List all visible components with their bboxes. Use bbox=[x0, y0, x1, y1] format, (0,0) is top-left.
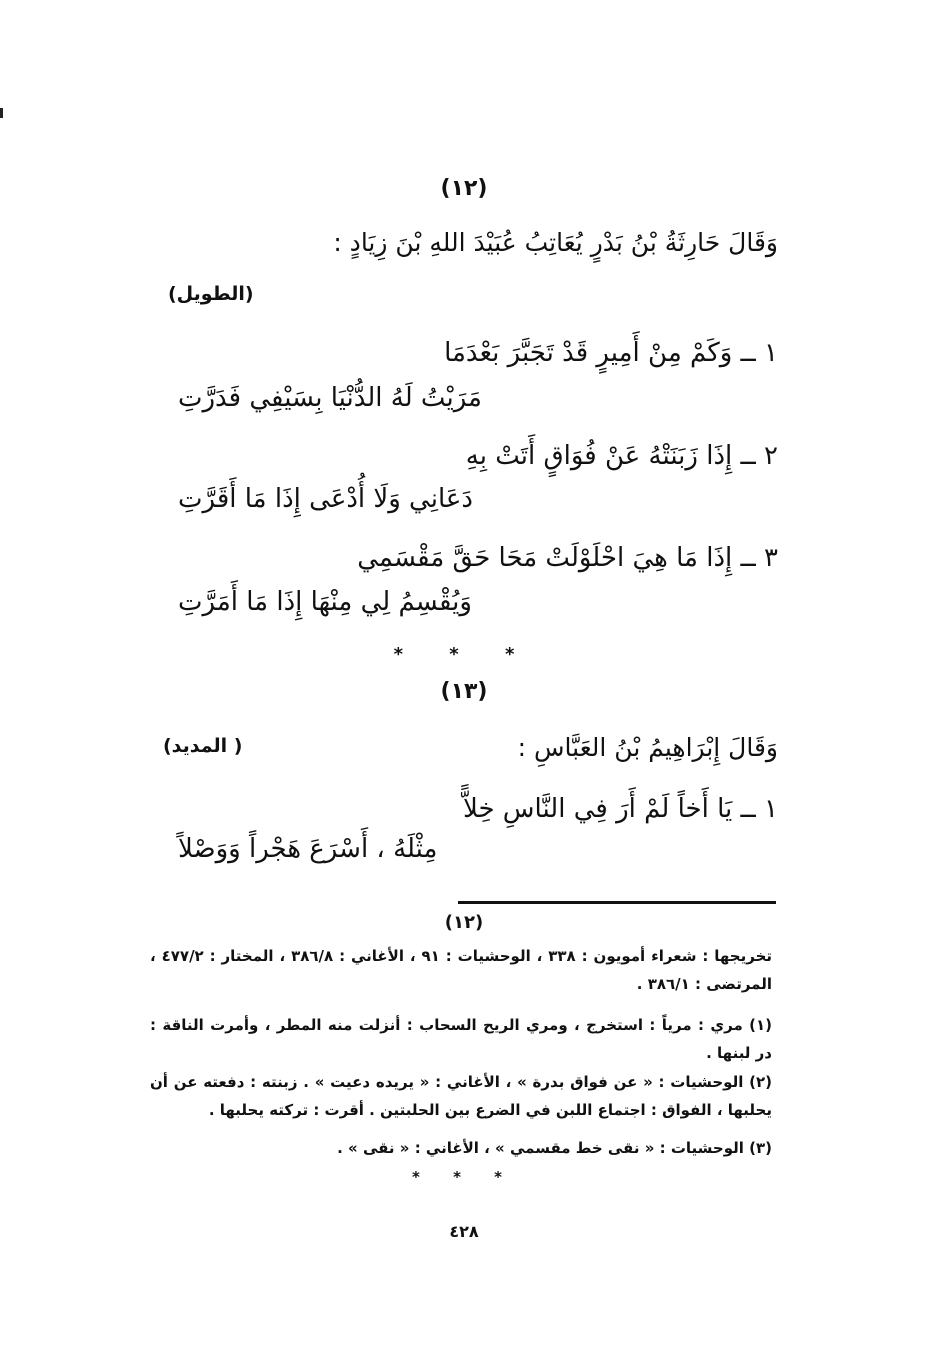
footnote-1: (١) مري : مرياً : استخرج ، ومري الريح السحاب : أنزلت منه المطر ، وأمرت الناقة : در لبنها . bbox=[150, 1016, 772, 1062]
section-12-meter: (الطويل) bbox=[168, 283, 254, 305]
verse-12-3-second-hemistich: وَيُقْسِمُ لِي مِنْهَا إِذَا مَا أَمَرَّتِ bbox=[178, 587, 472, 617]
verse-13-1-second-hemistich: مِثْلَهُ ، أَسْرَعَ هَجْراً وَوَصْلاً bbox=[178, 834, 438, 864]
verse-13-1-first-hemistich: ١ ــ يَا أَخاً لَمْ أَرَ فِي النَّاسِ خِلاًّ bbox=[462, 794, 778, 824]
page-number: ٤٢٨ bbox=[449, 1222, 479, 1241]
footnote-divider bbox=[458, 901, 776, 904]
footnote-3: (٣) الوحشيات : « نقى خط مقسمي » ، الأغاني : « نقى » . bbox=[337, 1139, 772, 1157]
verse-12-3-first-hemistich: ٣ ــ إِذَا مَا هِيَ احْلَوْلَتْ مَحَا حَقَّ مَقْسَمِي bbox=[357, 543, 778, 573]
verse-12-2-first-hemistich: ٢ ــ إِذَا زَبَنَتْهُ عَنْ فُوَاقٍ أَتَتْ بِهِ bbox=[465, 441, 778, 471]
footnote-separator: * * * bbox=[412, 1168, 516, 1186]
footnote-sources: تخريجها : شعراء أمويون : ٣٣٨ ، الوحشيات : ٩١ ، الأغاني : ٣٨٦/٨ ، المختار : ٤٧٧/٢ ، المرتضى : ٣٨٦/١ . bbox=[150, 947, 773, 993]
section-12-number: (١٢) bbox=[440, 176, 488, 201]
section-13-meter: ( المديد) bbox=[163, 735, 243, 757]
scan-edge-mark bbox=[0, 108, 3, 118]
footnote-section-number: (١٢) bbox=[444, 912, 484, 933]
section-12-intro: وَقَالَ حَارِثَةُ بْنُ بَدْرٍ يُعَاتِبُ عُبَيْدَ اللهِ بْنَ زِيَادٍ : bbox=[333, 228, 778, 257]
section-13-intro: وَقَالَ إِبْرَاهِيمُ بْنُ العَبَّاسِ : bbox=[517, 733, 778, 762]
section-13-number: (١٣) bbox=[440, 679, 488, 704]
verse-12-1-first-hemistich: ١ ــ وَكَمْ مِنْ أَمِيرٍ قَدْ تَجَبَّرَ بَعْدَمَا bbox=[444, 338, 778, 368]
verse-12-1-second-hemistich: مَرَيْتُ لَهُ الدُّنْيَا بِسَيْفِي فَدَرَّتِ bbox=[178, 383, 482, 413]
footnote-2: (٢) الوحشيات : « عن فواق بدرة » ، الأغاني : « يريده دعيت » . زبنته : دفعته عن أن يحلبها ، الفواق : اجتماع اللبن في الضرع بين الحلبتين . أقرت : تركته يحلبها . bbox=[150, 1073, 772, 1119]
section-separator: * * * bbox=[393, 644, 535, 665]
verse-12-2-second-hemistich: دَعَانِي وَلَا أُدْعَى إِذَا مَا أَقَرَّتِ bbox=[178, 484, 473, 514]
